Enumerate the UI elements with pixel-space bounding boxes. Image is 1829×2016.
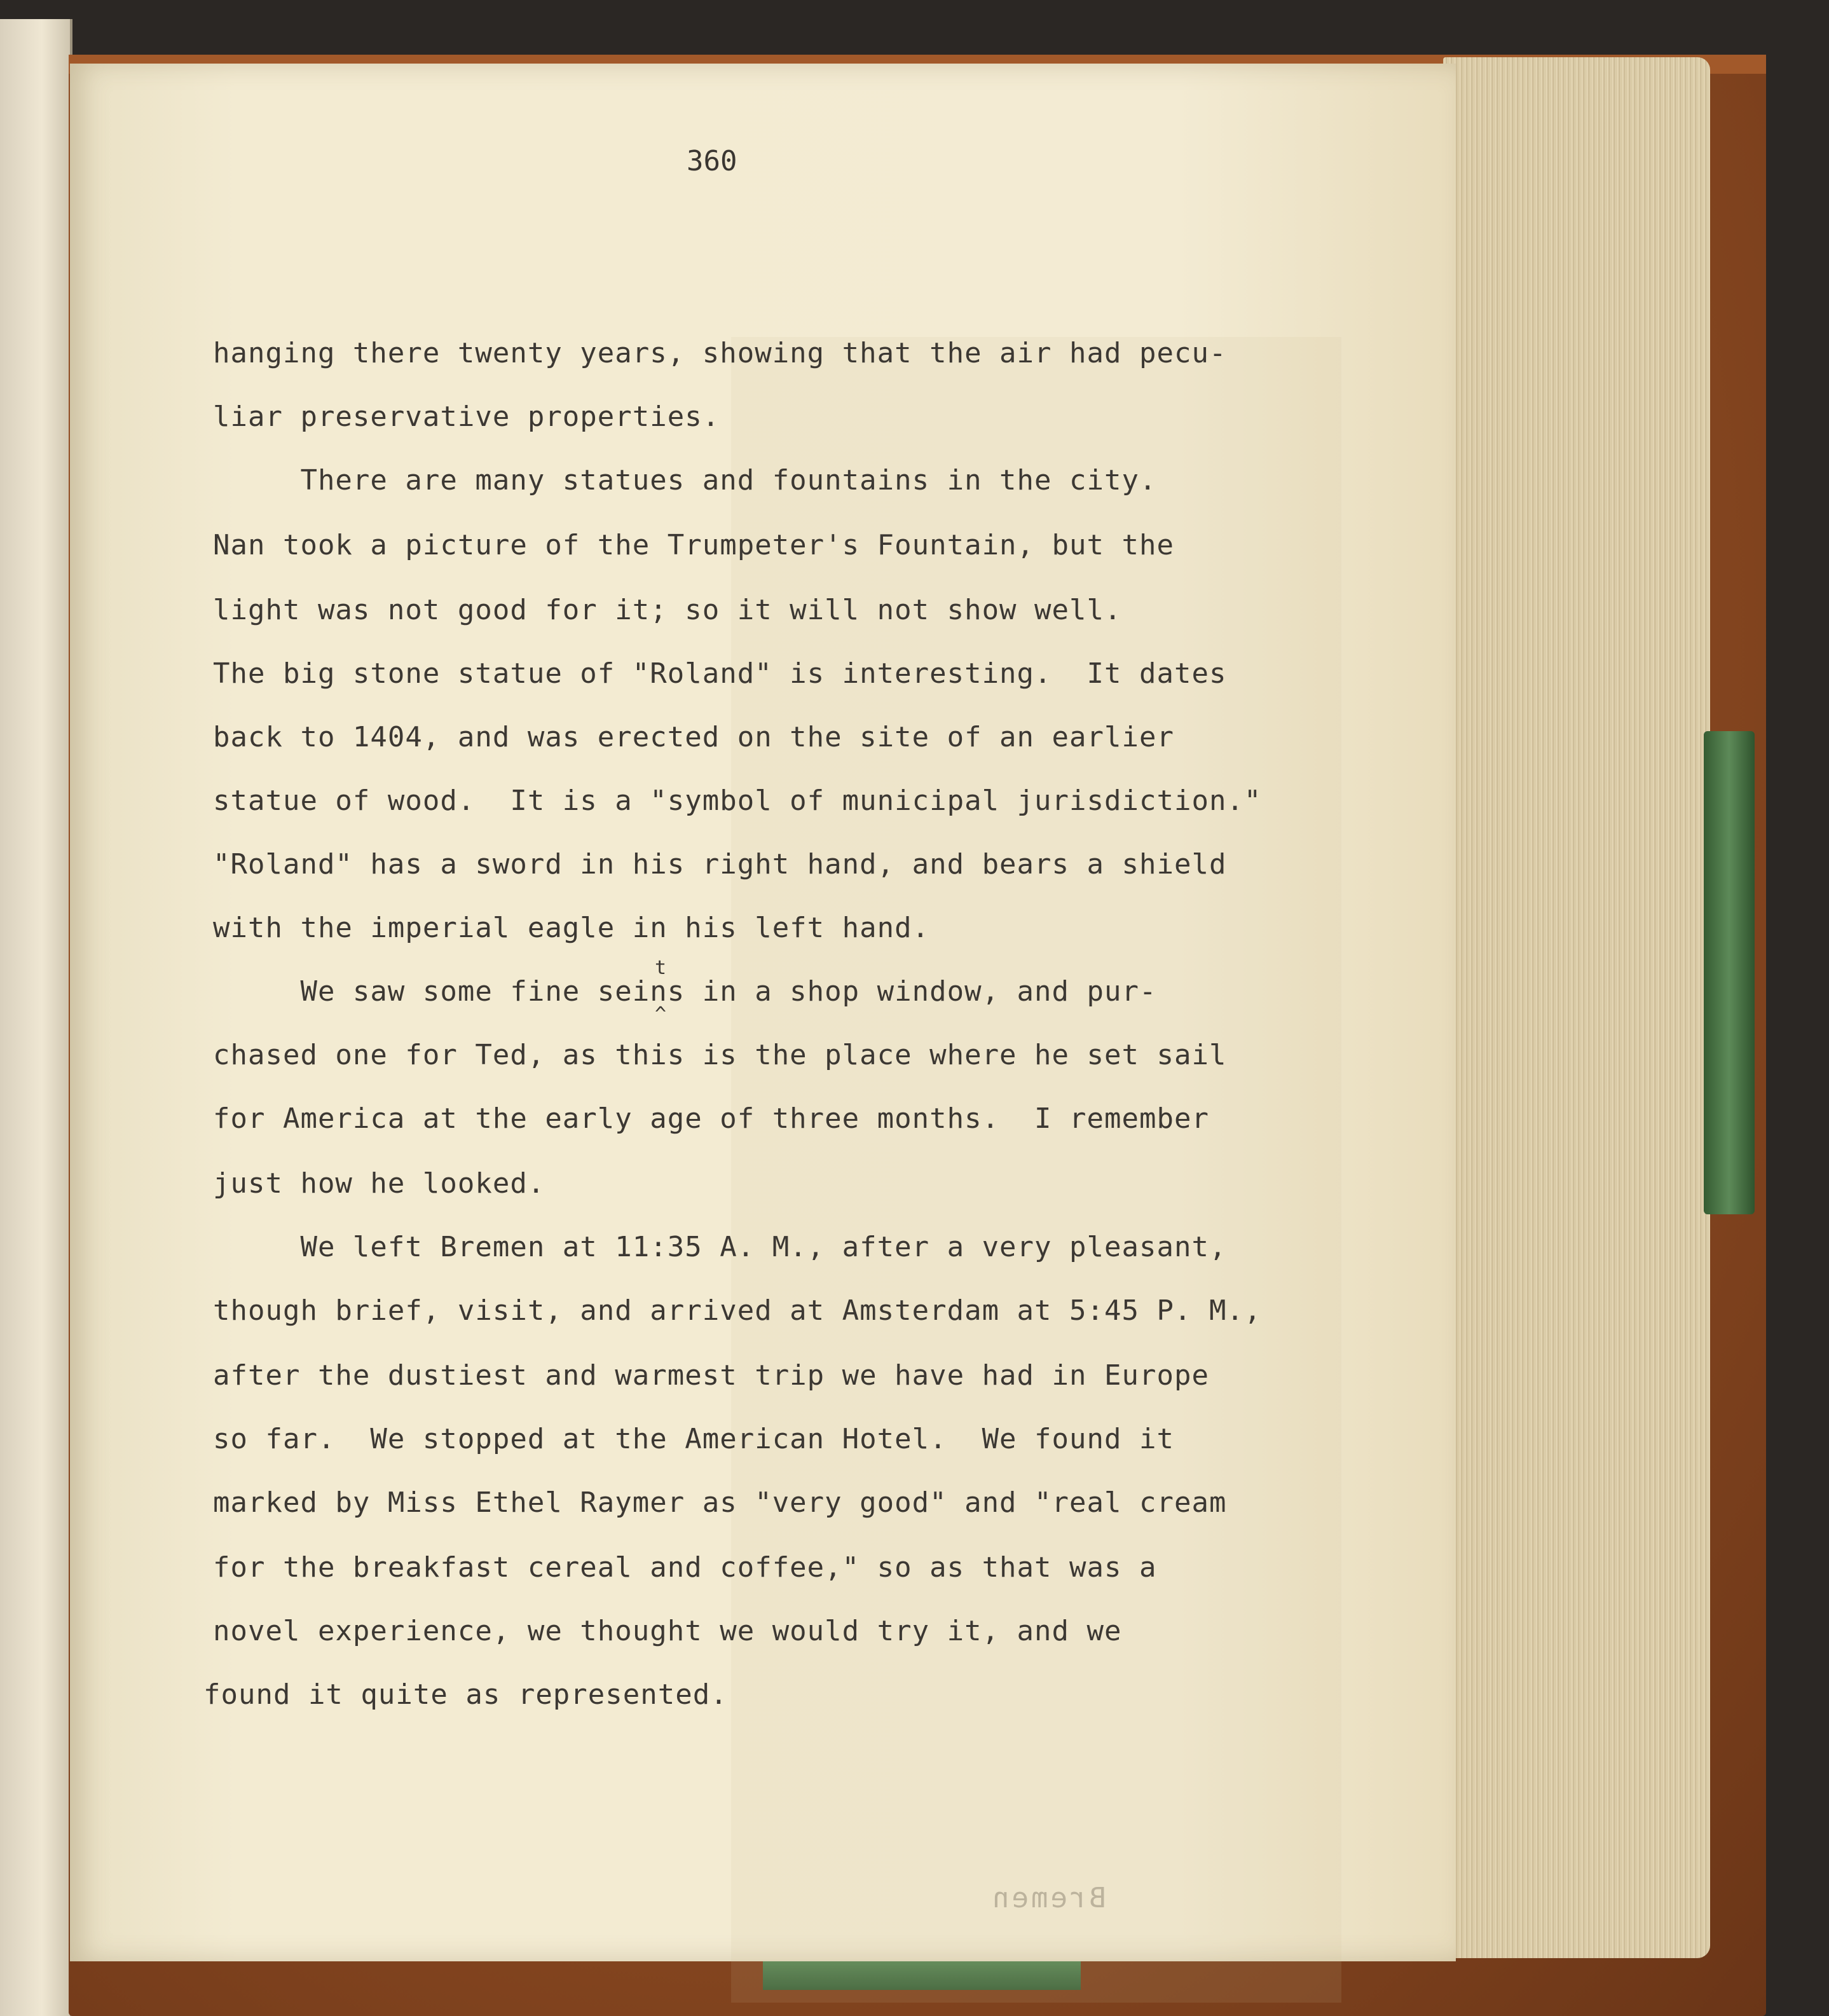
- text-line: liar preservative properties.: [213, 401, 720, 433]
- handwritten-insert-mark: t: [655, 957, 667, 979]
- page-block-edge: [1443, 57, 1710, 1958]
- text-line: though brief, visit, and arrived at Amsterdam at 5:45 P. M.,: [213, 1294, 1262, 1327]
- text-line: with the imperial eagle in his left hand.: [213, 912, 930, 944]
- text-line: for America at the early age of three months. I remember: [213, 1102, 1209, 1135]
- previous-page-edge: [0, 19, 72, 2016]
- text-line: for the breakfast cereal and coffee," so as that was a: [213, 1551, 1157, 1584]
- text-line: The big stone statue of "Roland" is interesting. It dates: [213, 657, 1227, 690]
- text-line: "Roland" has a sword in his right hand, and bears a shield: [213, 848, 1227, 881]
- text-line: light was not good for it; so it will not show well.: [213, 594, 1122, 626]
- handwritten-caret: ^: [655, 1003, 667, 1025]
- bleed-through-text: Bremen: [990, 1882, 1106, 1914]
- text-line: hanging there twenty years, showing that the air had pecu-: [213, 337, 1227, 369]
- text-line: so far. We stopped at the American Hotel. We found it: [213, 1423, 1174, 1455]
- text-line: back to 1404, and was erected on the site of an earlier: [213, 721, 1174, 753]
- text-line: There are many statues and fountains in the city.: [213, 464, 1157, 497]
- page-number: 360: [687, 145, 737, 177]
- text-line: chased one for Ted, as this is the place where he set sail: [213, 1039, 1227, 1071]
- text-line: We saw some fine seins in a shop window, and pur-: [213, 975, 1157, 1008]
- text-line: We left Bremen at 11:35 A. M., after a very pleasant,: [213, 1231, 1227, 1263]
- text-line: novel experience, we thought we would try it, and we: [213, 1615, 1122, 1647]
- text-line: marked by Miss Ethel Raymer as "very good" and "real cream: [213, 1486, 1227, 1519]
- text-line: Nan took a picture of the Trumpeter's Fountain, but the: [213, 529, 1174, 561]
- text-line: found it quite as represented.: [203, 1678, 728, 1711]
- text-line: after the dustiest and warmest trip we have had in Europe: [213, 1359, 1209, 1392]
- bleed-through-shadow: [731, 337, 1341, 2003]
- bookmark-ribbon-right: [1704, 731, 1755, 1214]
- text-line: just how he looked.: [213, 1167, 545, 1200]
- text-line: statue of wood. It is a "symbol of municipal jurisdiction.": [213, 785, 1262, 817]
